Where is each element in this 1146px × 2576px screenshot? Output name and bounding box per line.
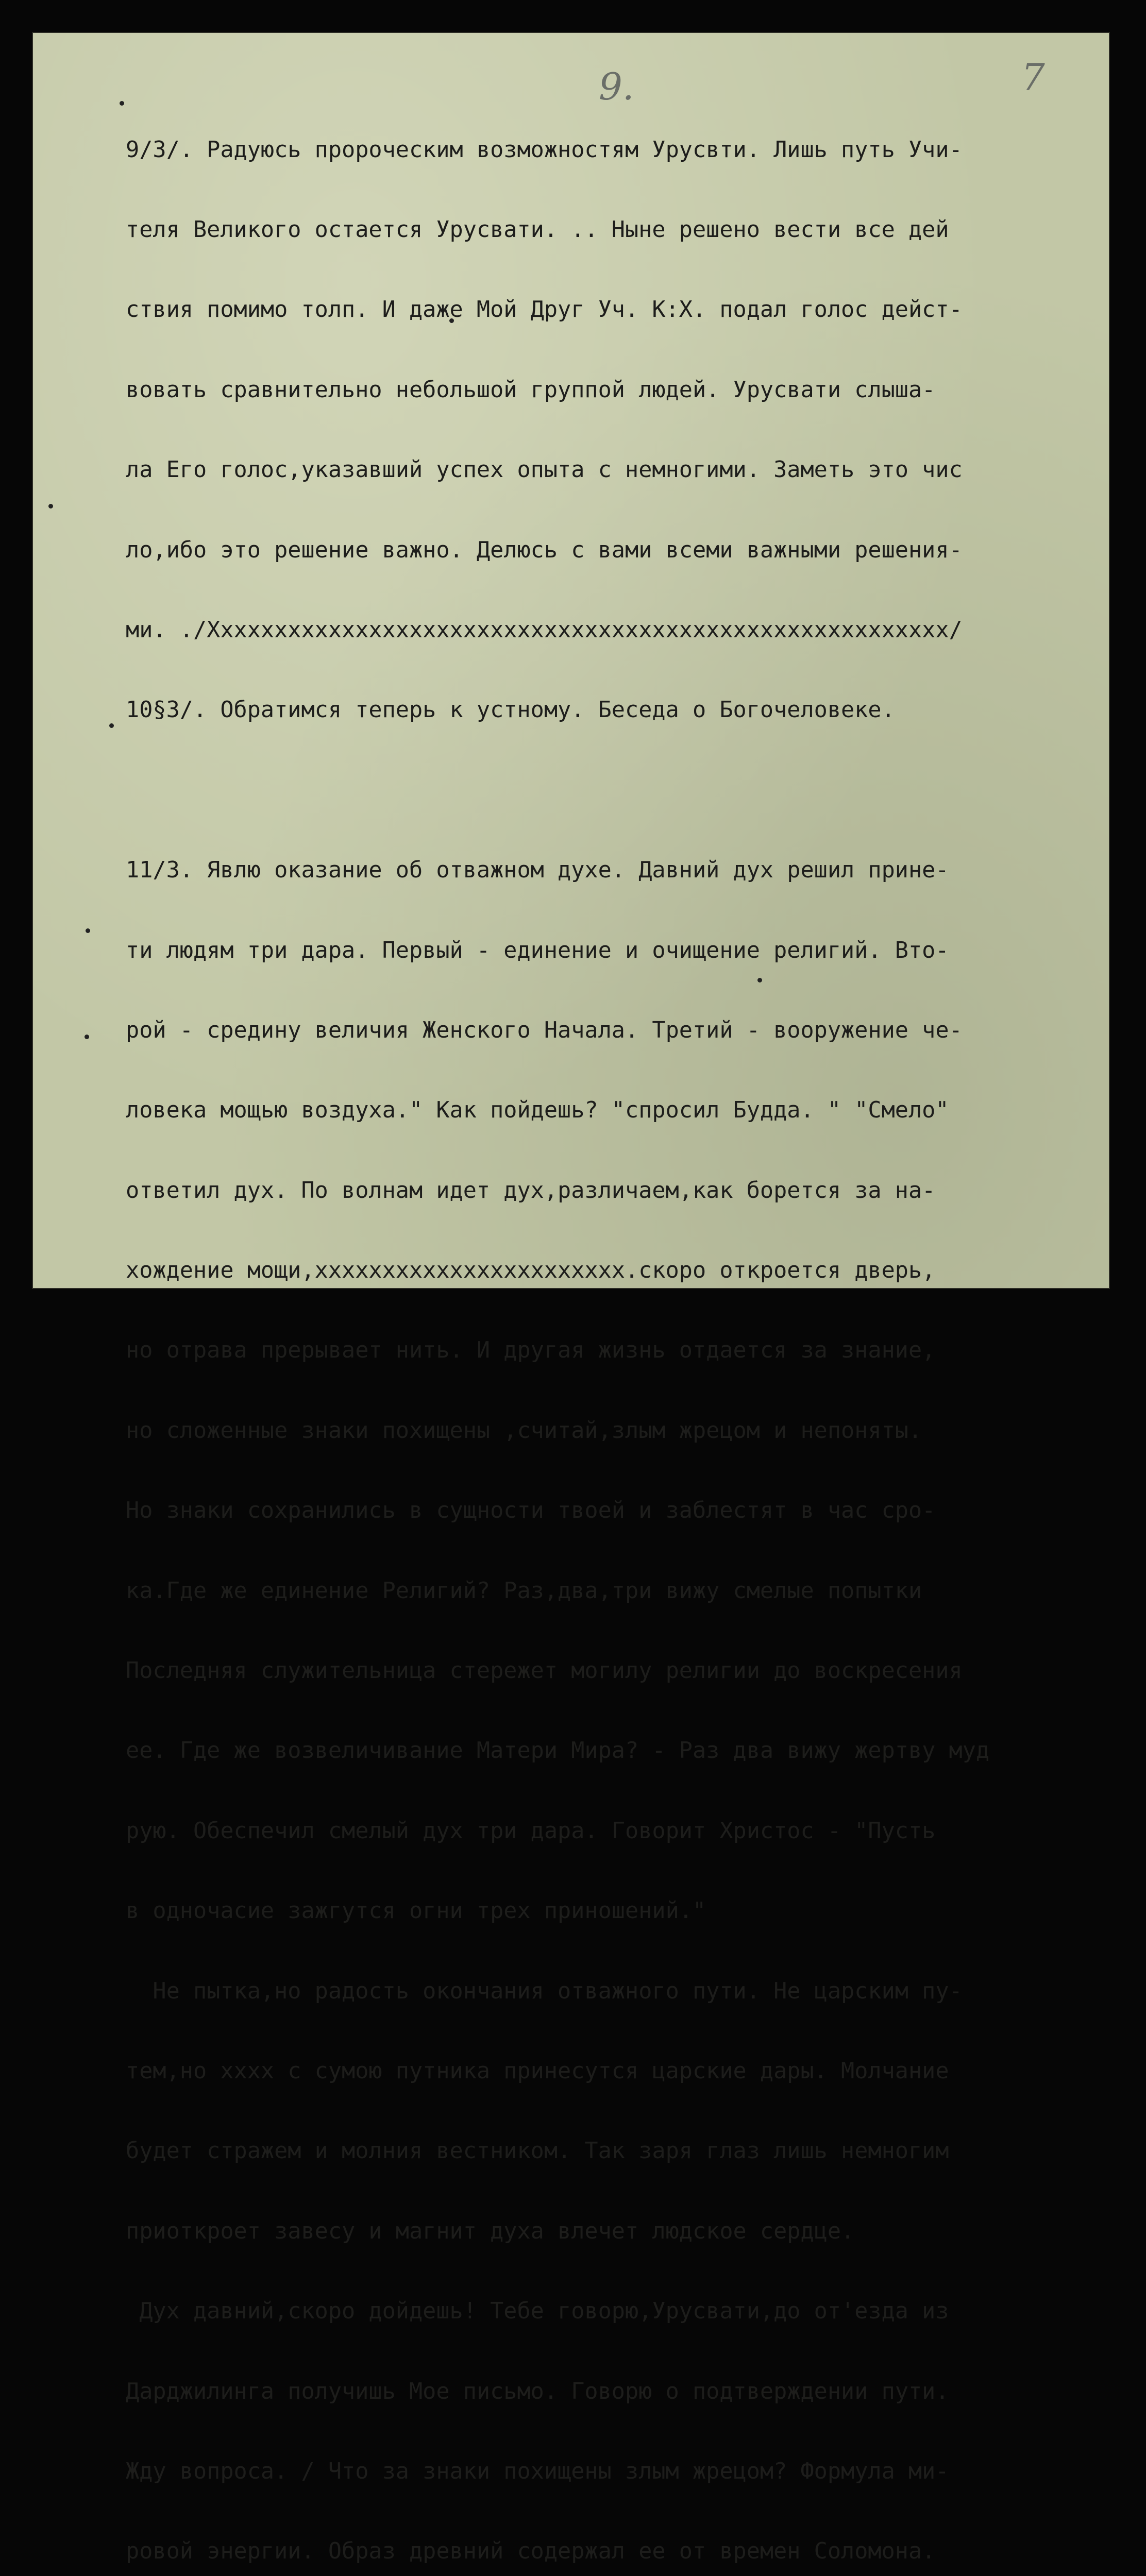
text-line: но отрава прерывает нить. И другая жизнь отдается за знание,	[126, 1337, 936, 1364]
text-line: Не пытка,но радость окончания отважного пути. Не царским пу-	[126, 1978, 963, 2004]
text-line: 9/3/. Радуюсь пророческим возможностям Урусвти. Лишь путь Учи-	[126, 137, 963, 163]
text-line: 11/3. Явлю оказание об отважном духе. Давний дух решил прине-	[126, 857, 949, 884]
text-line: вовать сравнительно небольшой группой людей. Урусвати слыша-	[126, 377, 936, 403]
text-line: теля Великого остается Урусвати. .. Ныне решено вести все дей	[126, 216, 949, 243]
margin-mark	[120, 101, 124, 106]
text-line: ствия помимо толп. И даже Мой Друг Уч. К:Х. подал голос дейст-	[126, 297, 963, 323]
text-line: Дарджилинга получишь Мое письмо. Говорю о подтверждении пути.	[126, 2378, 949, 2404]
text-line: 10§3/. Обратимся теперь к устному. Беседа о Богочеловеке.	[126, 697, 895, 723]
text-line: приоткроет завесу и магнит духа влечет людское сердце.	[126, 2218, 855, 2244]
text-line: ти людям три дара. Первый - единение и очищение религий. Вто-	[126, 937, 949, 963]
text-line: будет стражем и молния вестником. Так заря глаз лишь немногим	[126, 2138, 949, 2164]
text-line	[126, 777, 1105, 804]
text-line: хождение мощи,ххххххххххххххххххххххх.скоро откроется дверь,	[126, 1258, 936, 1284]
text-line: рой - средину величия Женского Начала. Третий - вооружение че-	[126, 1017, 963, 1043]
archive-folio-number: 7	[1021, 56, 1045, 99]
text-line: но сложенные знаки похищены ,считай,злым жрецом и непоняты.	[126, 1417, 922, 1444]
text-line: тем,но хххх с сумою путника принесутся царские дары. Молчание	[126, 2058, 949, 2084]
text-line: ка.Где же единение Религий? Раз,два,три вижу смелые попытки	[126, 1578, 922, 1604]
text-line: ло,ибо это решение важно. Делюсь с вами всеми важными решения-	[126, 537, 963, 563]
typewritten-text	[126, 83, 1105, 2576]
text-line: ловека мощью воздуха." Как пойдешь? "спросил Будда. " "Смело"	[126, 1097, 949, 1124]
margin-mark	[86, 928, 90, 933]
text-line: ла Его голос,указавший успех опыта с немногими. Заметь это чис	[126, 457, 963, 483]
page-number-pencil: 9.	[599, 65, 634, 108]
text-line: в одночасие зажгутся огни трех приношений."	[126, 1898, 706, 1924]
text-line: Дух давний,скоро дойдешь! Тебе говорю,Урусвати,до от'езда из	[126, 2298, 949, 2325]
text-line: ровой энергии. Образ древний содержал ее от времен Соломона.	[126, 2538, 936, 2565]
text-line: ее. Где же возвеличивание Матери Мира? - Раз два вижу жертву муд	[126, 1738, 990, 1764]
text-line: ми. ./Ххххххххххххххххххххххххххххххххххххххххххххххххххххххх/	[126, 617, 963, 643]
text-line: рую. Обеспечил смелый дух три дара. Говорит Христос - "Пусть	[126, 1818, 936, 1844]
margin-mark	[109, 723, 114, 728]
text-line: Жду вопроса. / Что за знаки похищены злым жрецом? Формула ми-	[126, 2458, 949, 2484]
margin-mark	[85, 1035, 89, 1039]
text-line: ответил дух. По волнам идет дух,различаем,как борется за на-	[126, 1177, 936, 1204]
text-line: Но знаки сохранились в сущности твоей и заблестят в час сро-	[126, 1498, 936, 1524]
text-line: Последняя служительница стережет могилу религии до воскресения	[126, 1658, 963, 1684]
margin-mark	[48, 504, 53, 509]
